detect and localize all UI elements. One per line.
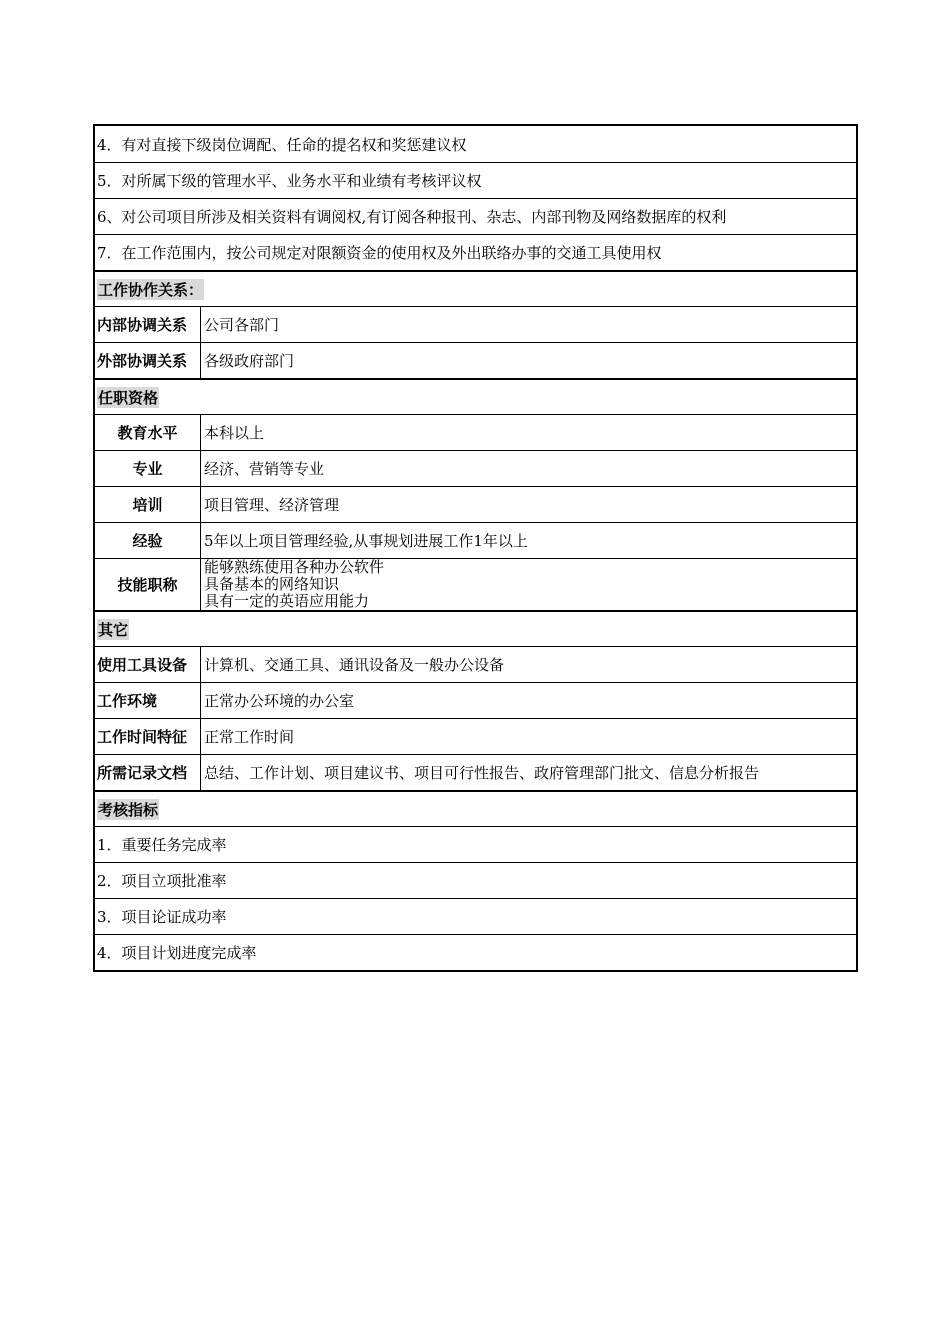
- kpi-row: [95, 862, 856, 898]
- skills-line: 能够熟练使用各种办公软件: [204, 558, 385, 576]
- documents-value: 总结、工作计划、项目建议书、项目可行性报告、政府管理部门批文、信息分析报告: [204, 764, 760, 782]
- tools-row: [95, 646, 856, 682]
- internal-coordination-row: [95, 306, 856, 342]
- external-coordination-row: [95, 342, 856, 378]
- environment-value: 正常办公环境的办公室: [204, 692, 355, 710]
- training-label: 培训: [95, 487, 201, 522]
- work-time-value: 正常工作时间: [204, 728, 295, 746]
- major-value: 经济、营销等专业: [204, 460, 325, 478]
- rights-item-6: 6、对公司项目所涉及相关资料有调阅权,有订阅各种报刊、杂志、内部刊物及网络数据库的权利: [97, 208, 727, 226]
- education-row: [95, 414, 856, 450]
- internal-coordination-label: 内部协调关系: [95, 307, 201, 342]
- documents-label: 所需记录文档: [95, 755, 201, 790]
- major-label: 专业: [95, 451, 201, 486]
- external-coordination-value: 各级政府部门: [204, 352, 295, 370]
- skills-row: [95, 558, 856, 610]
- experience-row: [95, 522, 856, 558]
- internal-coordination-value: 公司各部门: [204, 316, 280, 334]
- documents-row: [95, 754, 856, 790]
- kpi-item: 4．项目计划进度完成率: [97, 944, 257, 962]
- work-time-label: 工作时间特征: [95, 719, 201, 754]
- rights-row: [95, 126, 856, 162]
- section-header-kpi: [95, 790, 856, 826]
- tools-label: 使用工具设备: [95, 647, 201, 682]
- section-header-cooperation: [95, 270, 856, 306]
- job-description-table: [93, 124, 858, 972]
- kpi-item: 1．重要任务完成率: [97, 836, 227, 854]
- external-coordination-label: 外部协调关系: [95, 343, 201, 378]
- tools-value: 计算机、交通工具、通讯设备及一般办公设备: [204, 656, 505, 674]
- experience-label: 经验: [95, 523, 201, 558]
- experience-value: 5年以上项目管理经验,从事规划进展工作1年以上: [204, 532, 528, 550]
- skills-value: [201, 559, 856, 610]
- work-time-row: [95, 718, 856, 754]
- rights-item-4: 4．有对直接下级岗位调配、任命的提名权和奖惩建议权: [97, 135, 467, 154]
- rights-item-7: 7．在工作范围内，按公司规定对限额资金的使用权及外出联络办事的交通工具使用权: [97, 244, 662, 262]
- rights-item-5: 5．对所属下级的管理水平、业务水平和业绩有考核评议权: [97, 172, 482, 190]
- kpi-item: 3．项目论证成功率: [97, 908, 227, 926]
- kpi-row: [95, 934, 856, 970]
- kpi-row: [95, 826, 856, 862]
- education-label: 教育水平: [95, 415, 201, 450]
- section-header-qualifications: [95, 378, 856, 414]
- environment-row: [95, 682, 856, 718]
- skills-line: 具有一定的英语应用能力: [204, 592, 370, 610]
- skills-line: 具备基本的网络知识: [204, 575, 340, 593]
- other-title: 其它: [98, 620, 129, 639]
- cooperation-title: 工作协作关系：: [98, 280, 204, 299]
- skills-label: 技能职称: [95, 559, 201, 610]
- training-row: [95, 486, 856, 522]
- rights-row: [95, 198, 856, 234]
- rights-row: [95, 234, 856, 270]
- environment-label: 工作环境: [95, 683, 201, 718]
- kpi-title: 考核指标: [98, 800, 159, 819]
- qualifications-title: 任职资格: [98, 388, 159, 407]
- kpi-row: [95, 898, 856, 934]
- major-row: [95, 450, 856, 486]
- kpi-item: 2．项目立项批准率: [97, 872, 227, 890]
- rights-row: [95, 162, 856, 198]
- training-value: 项目管理、经济管理: [204, 496, 340, 514]
- section-header-other: [95, 610, 856, 646]
- education-value: 本科以上: [204, 424, 265, 442]
